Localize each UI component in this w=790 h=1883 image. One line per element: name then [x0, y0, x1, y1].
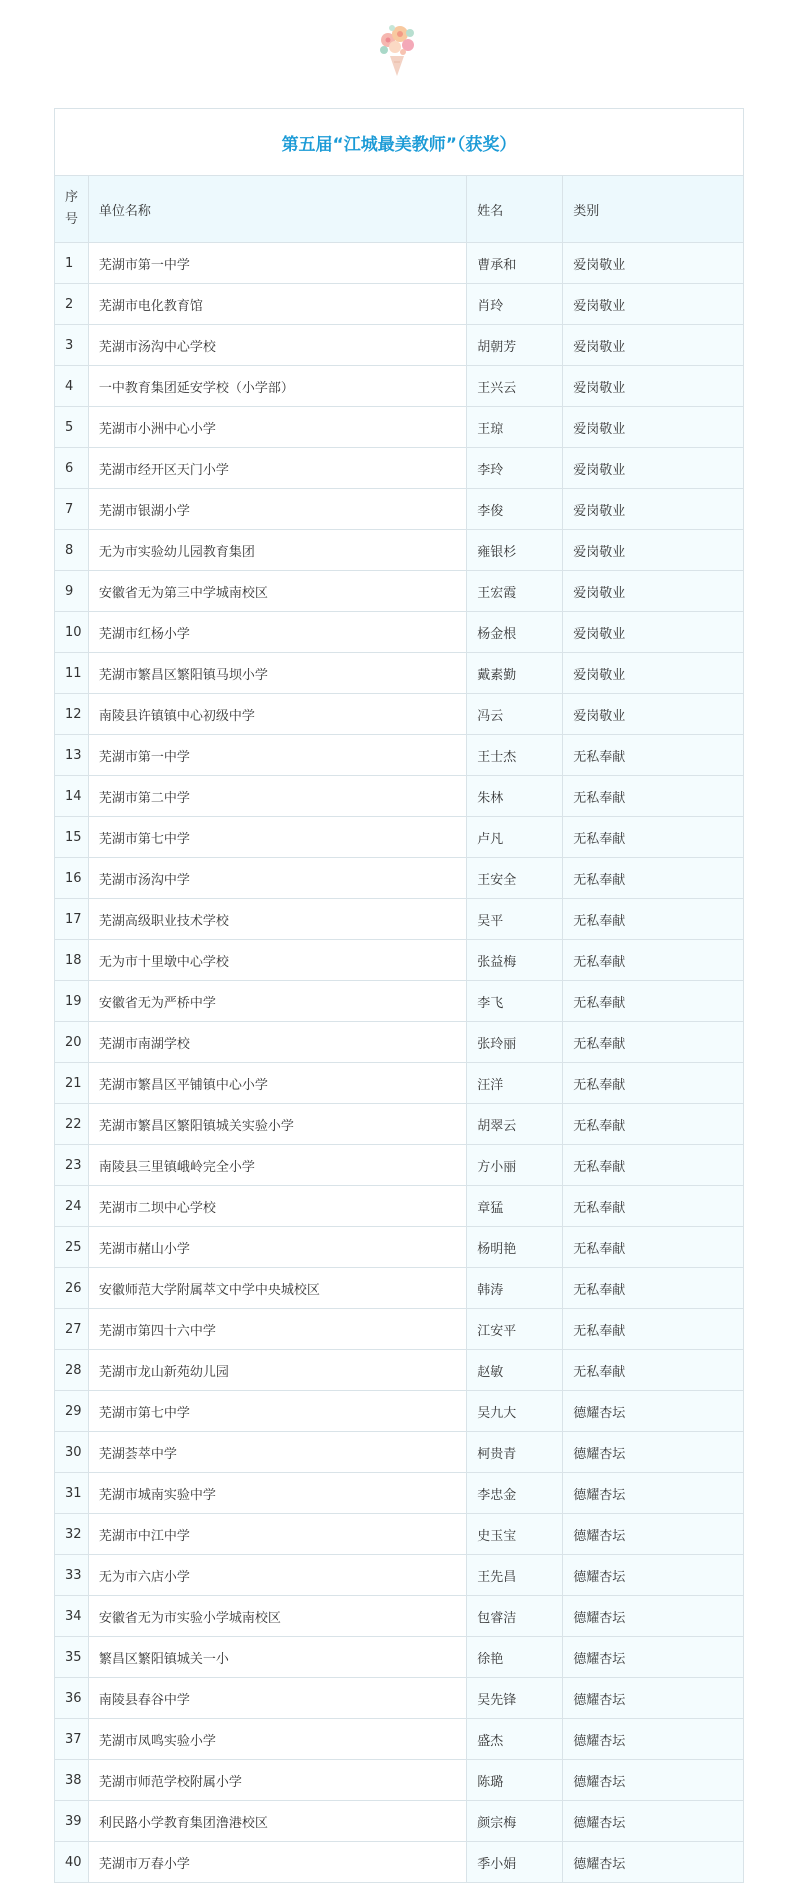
row-category-cell: 德耀杏坛 [563, 1760, 744, 1801]
row-name-cell: 戴素勤 [467, 653, 563, 694]
table-row [55, 899, 744, 940]
row-name-cell: 王兴云 [467, 366, 563, 407]
table-row [55, 1596, 744, 1637]
row-unit-cell: 芜湖市第七中学 [88, 1391, 466, 1432]
row-name-cell: 雍银杉 [467, 530, 563, 571]
row-name-cell: 王安全 [467, 858, 563, 899]
row-seq-cell: 31 [55, 1473, 89, 1514]
row-category-cell: 无私奉献 [563, 1350, 744, 1391]
row-seq-cell: 6 [55, 448, 89, 489]
row-unit-cell: 芜湖市繁昌区平铺镇中心小学 [88, 1063, 466, 1104]
row-seq-cell: 8 [55, 530, 89, 571]
table-title: 第五届“江城最美教师”（获奖） [55, 109, 744, 176]
row-category-cell: 德耀杏坛 [563, 1391, 744, 1432]
row-category-cell: 德耀杏坛 [563, 1719, 744, 1760]
row-unit-cell: 芜湖市二坝中心学校 [88, 1186, 466, 1227]
row-unit-cell: 无为市实验幼儿园教育集团 [88, 530, 466, 571]
row-seq-cell: 27 [55, 1309, 89, 1350]
table-row [55, 1801, 744, 1842]
row-name-cell: 张玲丽 [467, 1022, 563, 1063]
row-name-cell: 曹承和 [467, 243, 563, 284]
row-category-cell: 无私奉献 [563, 817, 744, 858]
header-seq: 序号 [55, 176, 89, 243]
table-row [55, 1514, 744, 1555]
row-category-cell: 爱岗敬业 [563, 612, 744, 653]
row-name-cell: 张益梅 [467, 940, 563, 981]
row-unit-cell: 芜湖市凤鸣实验小学 [88, 1719, 466, 1760]
row-seq-cell: 26 [55, 1268, 89, 1309]
row-name-cell: 方小丽 [467, 1145, 563, 1186]
row-seq-cell: 9 [55, 571, 89, 612]
row-seq-cell: 22 [55, 1104, 89, 1145]
table-row [55, 325, 744, 366]
table-row [55, 1309, 744, 1350]
row-unit-cell: 芜湖市龙山新苑幼儿园 [88, 1350, 466, 1391]
row-name-cell: 史玉宝 [467, 1514, 563, 1555]
row-seq-cell: 37 [55, 1719, 89, 1760]
row-category-cell: 无私奉献 [563, 1227, 744, 1268]
row-seq-cell: 4 [55, 366, 89, 407]
row-unit-cell: 南陵县春谷中学 [88, 1678, 466, 1719]
row-seq-cell: 17 [55, 899, 89, 940]
row-name-cell: 赵敏 [467, 1350, 563, 1391]
row-seq-cell: 40 [55, 1842, 89, 1883]
row-unit-cell: 芜湖市经开区天门小学 [88, 448, 466, 489]
row-seq-cell: 32 [55, 1514, 89, 1555]
row-category-cell: 无私奉献 [563, 940, 744, 981]
row-name-cell: 王士杰 [467, 735, 563, 776]
header-name: 姓名 [467, 176, 563, 243]
row-category-cell: 爱岗敬业 [563, 530, 744, 571]
row-seq-cell: 33 [55, 1555, 89, 1596]
row-category-cell: 爱岗敬业 [563, 366, 744, 407]
row-seq-cell: 15 [55, 817, 89, 858]
row-unit-cell: 芜湖市中江中学 [88, 1514, 466, 1555]
table-row [55, 1637, 744, 1678]
row-seq-cell: 39 [55, 1801, 89, 1842]
row-seq-cell: 28 [55, 1350, 89, 1391]
table-row [55, 1473, 744, 1514]
row-unit-cell: 无为市十里墩中心学校 [88, 940, 466, 981]
table-row [55, 858, 744, 899]
row-category-cell: 无私奉献 [563, 1145, 744, 1186]
row-category-cell: 无私奉献 [563, 776, 744, 817]
row-seq-cell: 19 [55, 981, 89, 1022]
table-row [55, 612, 744, 653]
row-name-cell: 徐艳 [467, 1637, 563, 1678]
row-name-cell: 王琼 [467, 407, 563, 448]
table-row [55, 1391, 744, 1432]
row-name-cell: 陈璐 [467, 1760, 563, 1801]
table-row [55, 1186, 744, 1227]
row-category-cell: 爱岗敬业 [563, 325, 744, 366]
row-unit-cell: 芜湖市红杨小学 [88, 612, 466, 653]
row-name-cell: 卢凡 [467, 817, 563, 858]
row-seq-cell: 2 [55, 284, 89, 325]
row-seq-cell: 29 [55, 1391, 89, 1432]
row-name-cell: 王宏霞 [467, 571, 563, 612]
row-category-cell: 德耀杏坛 [563, 1432, 744, 1473]
row-unit-cell: 芜湖市银湖小学 [88, 489, 466, 530]
row-seq-cell: 24 [55, 1186, 89, 1227]
row-seq-cell: 11 [55, 653, 89, 694]
row-name-cell: 肖玲 [467, 284, 563, 325]
row-seq-cell: 16 [55, 858, 89, 899]
row-category-cell: 爱岗敬业 [563, 448, 744, 489]
table-row [55, 694, 744, 735]
row-unit-cell: 南陵县许镇镇中心初级中学 [88, 694, 466, 735]
row-name-cell: 韩涛 [467, 1268, 563, 1309]
row-category-cell: 爱岗敬业 [563, 284, 744, 325]
row-seq-cell: 21 [55, 1063, 89, 1104]
table-row [55, 1555, 744, 1596]
row-category-cell: 德耀杏坛 [563, 1555, 744, 1596]
table-row [55, 284, 744, 325]
row-unit-cell: 芜湖市繁昌区繁阳镇城关实验小学 [88, 1104, 466, 1145]
table-row [55, 776, 744, 817]
row-name-cell: 李飞 [467, 981, 563, 1022]
header-category: 类别 [563, 176, 744, 243]
row-name-cell: 汪洋 [467, 1063, 563, 1104]
row-unit-cell: 芜湖市汤沟中学 [88, 858, 466, 899]
row-name-cell: 吴平 [467, 899, 563, 940]
row-name-cell: 冯云 [467, 694, 563, 735]
row-seq-cell: 23 [55, 1145, 89, 1186]
row-name-cell: 章猛 [467, 1186, 563, 1227]
row-unit-cell: 芜湖市南湖学校 [88, 1022, 466, 1063]
row-seq-cell: 18 [55, 940, 89, 981]
table-row [55, 1268, 744, 1309]
row-unit-cell: 安徽省无为第三中学城南校区 [88, 571, 466, 612]
row-unit-cell: 南陵县三里镇峨岭完全小学 [88, 1145, 466, 1186]
row-name-cell: 颜宗梅 [467, 1801, 563, 1842]
row-name-cell: 季小娟 [467, 1842, 563, 1883]
row-name-cell: 胡朝芳 [467, 325, 563, 366]
row-unit-cell: 芜湖市小洲中心小学 [88, 407, 466, 448]
row-unit-cell: 芜湖市城南实验中学 [88, 1473, 466, 1514]
table-row [55, 489, 744, 530]
table-row [55, 1842, 744, 1883]
row-unit-cell: 芜湖高级职业技术学校 [88, 899, 466, 940]
table-row [55, 653, 744, 694]
row-category-cell: 爱岗敬业 [563, 571, 744, 612]
header-unit: 单位名称 [88, 176, 466, 243]
row-category-cell: 德耀杏坛 [563, 1473, 744, 1514]
table-row [55, 1227, 744, 1268]
row-category-cell: 德耀杏坛 [563, 1637, 744, 1678]
row-unit-cell: 芜湖市第七中学 [88, 817, 466, 858]
table-row [55, 981, 744, 1022]
row-unit-cell: 无为市六店小学 [88, 1555, 466, 1596]
row-name-cell: 李俊 [467, 489, 563, 530]
table-row [55, 571, 744, 612]
row-seq-cell: 7 [55, 489, 89, 530]
row-seq-cell: 35 [55, 1637, 89, 1678]
row-category-cell: 无私奉献 [563, 1063, 744, 1104]
row-name-cell: 胡翠云 [467, 1104, 563, 1145]
row-seq-cell: 5 [55, 407, 89, 448]
row-name-cell: 李忠金 [467, 1473, 563, 1514]
row-seq-cell: 36 [55, 1678, 89, 1719]
row-category-cell: 无私奉献 [563, 899, 744, 940]
row-seq-cell: 34 [55, 1596, 89, 1637]
row-unit-cell: 芜湖市电化教育馆 [88, 284, 466, 325]
row-seq-cell: 10 [55, 612, 89, 653]
row-category-cell: 德耀杏坛 [563, 1801, 744, 1842]
row-unit-cell: 芜湖市万春小学 [88, 1842, 466, 1883]
row-name-cell: 盛杰 [467, 1719, 563, 1760]
table-row [55, 1145, 744, 1186]
row-unit-cell: 安徽师范大学附属萃文中学中央城校区 [88, 1268, 466, 1309]
row-seq-cell: 30 [55, 1432, 89, 1473]
row-name-cell: 朱林 [467, 776, 563, 817]
row-category-cell: 无私奉献 [563, 1022, 744, 1063]
row-name-cell: 王先昌 [467, 1555, 563, 1596]
row-seq-cell: 12 [55, 694, 89, 735]
row-name-cell: 柯贵青 [467, 1432, 563, 1473]
row-unit-cell: 繁昌区繁阳镇城关一小 [88, 1637, 466, 1678]
row-name-cell: 吴九大 [467, 1391, 563, 1432]
row-seq-cell: 20 [55, 1022, 89, 1063]
row-category-cell: 无私奉献 [563, 1186, 744, 1227]
row-category-cell: 无私奉献 [563, 1268, 744, 1309]
row-unit-cell: 芜湖市第四十六中学 [88, 1309, 466, 1350]
table-row [55, 1719, 744, 1760]
row-category-cell: 无私奉献 [563, 858, 744, 899]
awards-table-container [54, 108, 744, 1883]
row-name-cell: 吴先锋 [467, 1678, 563, 1719]
flower-bouquet-icon [370, 18, 424, 80]
table-row [55, 366, 744, 407]
row-category-cell: 德耀杏坛 [563, 1596, 744, 1637]
row-category-cell: 爱岗敬业 [563, 489, 744, 530]
row-category-cell: 爱岗敬业 [563, 694, 744, 735]
row-category-cell: 德耀杏坛 [563, 1514, 744, 1555]
row-category-cell: 无私奉献 [563, 981, 744, 1022]
row-unit-cell: 芜湖市第二中学 [88, 776, 466, 817]
row-name-cell: 包睿洁 [467, 1596, 563, 1637]
row-unit-cell: 芜湖市汤沟中心学校 [88, 325, 466, 366]
table-row [55, 1678, 744, 1719]
table-row [55, 817, 744, 858]
row-seq-cell: 14 [55, 776, 89, 817]
row-seq-cell: 13 [55, 735, 89, 776]
row-unit-cell: 利民路小学教育集团澛港校区 [88, 1801, 466, 1842]
table-row [55, 735, 744, 776]
table-row [55, 407, 744, 448]
row-unit-cell: 芜湖荟萃中学 [88, 1432, 466, 1473]
row-category-cell: 爱岗敬业 [563, 653, 744, 694]
row-unit-cell: 芜湖市繁昌区繁阳镇马坝小学 [88, 653, 466, 694]
row-unit-cell: 芜湖市第一中学 [88, 243, 466, 284]
table-row [55, 448, 744, 489]
table-row [55, 1022, 744, 1063]
row-unit-cell: 一中教育集团延安学校（小学部） [88, 366, 466, 407]
row-category-cell: 德耀杏坛 [563, 1842, 744, 1883]
row-category-cell: 无私奉献 [563, 1309, 744, 1350]
table-row [55, 243, 744, 284]
row-category-cell: 无私奉献 [563, 1104, 744, 1145]
row-name-cell: 杨金根 [467, 612, 563, 653]
row-unit-cell: 安徽省无为严桥中学 [88, 981, 466, 1022]
row-category-cell: 无私奉献 [563, 735, 744, 776]
row-unit-cell: 安徽省无为市实验小学城南校区 [88, 1596, 466, 1637]
row-name-cell: 李玲 [467, 448, 563, 489]
row-category-cell: 爱岗敬业 [563, 407, 744, 448]
row-category-cell: 爱岗敬业 [563, 243, 744, 284]
row-seq-cell: 3 [55, 325, 89, 366]
table-body [55, 243, 744, 1883]
table-row [55, 530, 744, 571]
table-row [55, 1760, 744, 1801]
table-row [55, 1104, 744, 1145]
row-name-cell: 江安平 [467, 1309, 563, 1350]
row-unit-cell: 芜湖市赭山小学 [88, 1227, 466, 1268]
table-row [55, 940, 744, 981]
row-category-cell: 德耀杏坛 [563, 1678, 744, 1719]
table-row [55, 1350, 744, 1391]
row-seq-cell: 1 [55, 243, 89, 284]
row-seq-cell: 25 [55, 1227, 89, 1268]
awards-table [54, 108, 744, 1883]
row-unit-cell: 芜湖市第一中学 [88, 735, 466, 776]
table-row [55, 1063, 744, 1104]
table-row [55, 1432, 744, 1473]
row-name-cell: 杨明艳 [467, 1227, 563, 1268]
row-seq-cell: 38 [55, 1760, 89, 1801]
row-unit-cell: 芜湖市师范学校附属小学 [88, 1760, 466, 1801]
